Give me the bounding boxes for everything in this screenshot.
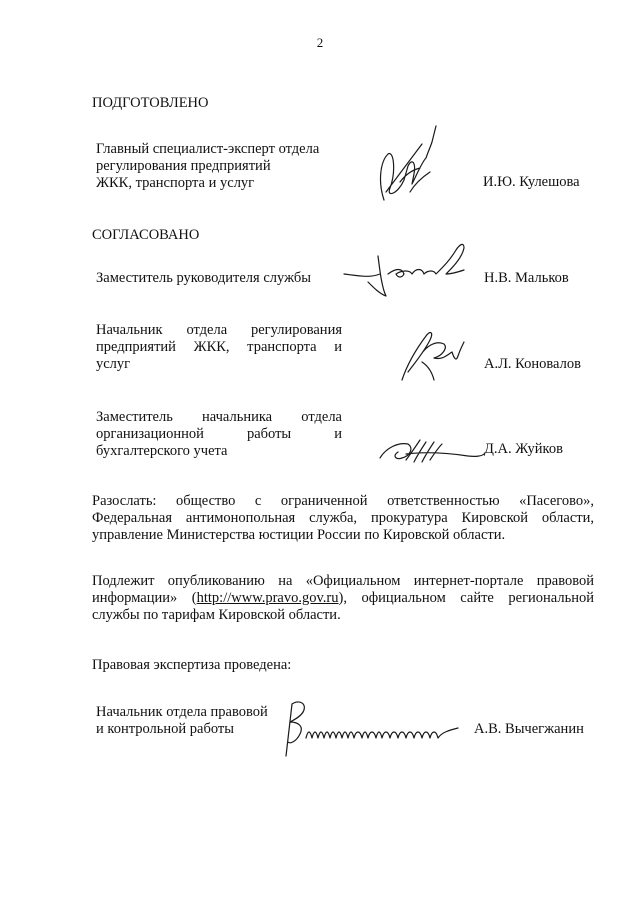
signature-malkov — [340, 238, 480, 308]
position-line: и контрольной работы — [96, 721, 234, 737]
page-number: 2 — [316, 35, 324, 50]
distribution-line: управление Министерства юстиции России по Кировской области. — [92, 527, 506, 543]
signer-position — [96, 322, 342, 373]
distribution-line: Федеральная антимонопольная служба, прокуратура Кировской области, — [92, 510, 594, 526]
signature-zhuikov — [376, 424, 486, 472]
prepared-name: И.Ю. Кулешова — [483, 174, 580, 190]
signature-kuleshova — [370, 122, 442, 212]
portal-link[interactable]: http://www.pravo.gov.ru — [196, 590, 339, 606]
position-line: бухгалтерского учета — [96, 443, 228, 459]
position-line: Заместитель руководителя службы — [96, 270, 312, 286]
legal-review-name: А.В. Вычегжанин — [474, 721, 584, 737]
prepared-position — [96, 141, 356, 192]
signer-name: Н.В. Мальков — [484, 270, 569, 286]
agreed-heading: СОГЛАСОВАНО — [92, 227, 200, 243]
legal-review-heading: Правовая экспертиза проведена: — [92, 657, 292, 673]
publication-text: информации» ( — [92, 590, 197, 606]
position-line: Главный специалист-эксперт отдела — [96, 141, 320, 157]
position-line: регулирования предприятий — [96, 158, 271, 174]
signer-name: А.Л. Коновалов — [484, 356, 581, 372]
position-line: Заместитель начальника отдела — [96, 409, 342, 425]
publication-line: Подлежит опубликованию на «Официальном интернет-портале правовой — [92, 573, 594, 589]
signer-position — [96, 409, 342, 460]
position-line: Начальник отдела регулирования — [96, 322, 342, 338]
publication-line — [92, 590, 594, 607]
position-line: ЖКК, транспорта и услуг — [96, 175, 255, 191]
distribution-list — [92, 493, 594, 544]
position-line: организационной работы и — [96, 426, 342, 442]
signature-konovalov — [392, 322, 472, 386]
signature-vychegzhanin — [280, 698, 472, 760]
prepared-heading: ПОДГОТОВЛЕНО — [92, 95, 209, 111]
publication-line: службы по тарифам Кировской области. — [92, 607, 341, 623]
signer-position — [96, 270, 356, 287]
position-line: Начальник отдела правовой — [96, 704, 268, 720]
position-line: услуг — [96, 356, 131, 372]
signer-name: Д.А. Жуйков — [484, 441, 563, 457]
distribution-line: Разослать: общество с ограниченной ответственностью «Пасегово», — [92, 493, 594, 509]
publication-note — [92, 573, 594, 624]
publication-text: ), официальном сайте региональной — [338, 590, 594, 606]
position-line: предприятий ЖКК, транспорта и — [96, 339, 342, 355]
